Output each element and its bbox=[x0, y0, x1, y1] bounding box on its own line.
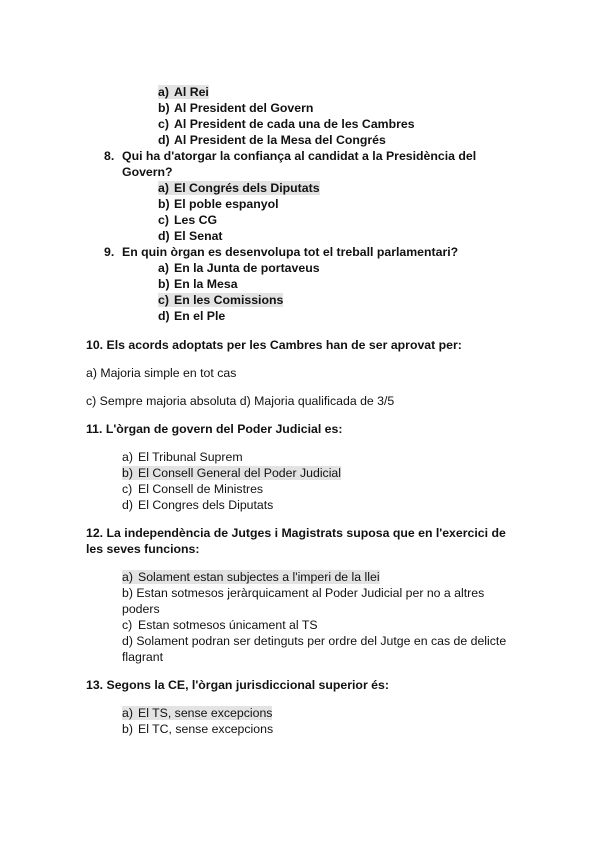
q9-question: 9. En quin òrgan es desenvolupa tot el treball parlamentari? bbox=[104, 245, 459, 259]
q7-option-d: d) Al President de la Mesa del Congrés bbox=[158, 133, 386, 147]
q9-option-b: b) En la Mesa bbox=[158, 277, 238, 291]
q12-question-cont: les seves funcions: bbox=[86, 542, 200, 556]
q10-question: 10. Els acords adoptats per les Cambres han de ser aprovat per: bbox=[86, 338, 462, 352]
q9-option-c: c) En les Comissions bbox=[158, 293, 284, 307]
q7-option-c: c) Al President de cada una de les Cambres bbox=[158, 117, 415, 131]
q12-option-a: a) Solament estan subjectes a l'imperi de la llei bbox=[122, 570, 380, 584]
q8-question-cont: Govern? bbox=[122, 165, 173, 179]
q8-question: 8. Qui ha d'atorgar la confiança al candidat a la Presidència del bbox=[104, 149, 477, 163]
q11-option-a: a) El Tribunal Suprem bbox=[122, 450, 243, 464]
q12-option-d: d) Solament podran ser detinguts per ordre del Jutge en cas de delicte bbox=[122, 634, 507, 648]
q10-answer-line1: a) Majoria simple en tot cas bbox=[86, 366, 237, 380]
q12-question: 12. La independència de Jutges i Magistrats suposa que en l'exercici de bbox=[86, 526, 506, 540]
q8-option-d: d) El Senat bbox=[158, 229, 223, 243]
q13-option-b: b) El TC, sense excepcions bbox=[122, 722, 274, 736]
q12-option-d-cont: flagrant bbox=[122, 650, 164, 664]
q13-option-a: a) El TS, sense excepcions bbox=[122, 706, 273, 720]
q8-option-b: b) El poble espanyol bbox=[158, 197, 279, 211]
q10-answer-line2: c) Sempre majoria absoluta d) Majoria qualificada de 3/5 bbox=[86, 394, 395, 408]
q11-question: 11. L'òrgan de govern del Poder Judicial es: bbox=[86, 422, 343, 436]
q7-option-b: b) Al President del Govern bbox=[158, 101, 314, 115]
q7-option-a: a) Al Rei bbox=[158, 85, 209, 99]
q12-option-b-cont: poders bbox=[122, 602, 160, 616]
q12-option-b: b) Estan sotmesos jeràrquicament al Poder Judicial per no a altres bbox=[122, 586, 485, 600]
q13-question: 13. Segons la CE, l'òrgan jurisdiccional superior és: bbox=[86, 678, 389, 692]
q8-option-a: a) El Congrés dels Diputats bbox=[158, 181, 320, 195]
q9-option-a: a) En la Junta de portaveus bbox=[158, 261, 320, 275]
q9-option-d: d) En el Ple bbox=[158, 309, 226, 323]
q11-option-c: c) El Consell de Ministres bbox=[122, 482, 264, 496]
q11-option-d: d) El Congres dels Diputats bbox=[122, 498, 274, 512]
q8-option-c: c) Les CG bbox=[158, 213, 218, 227]
q12-option-c: c) Estan sotmesos únicament al TS bbox=[122, 618, 318, 632]
q11-option-b: b) El Consell General del Poder Judicial bbox=[122, 466, 342, 480]
